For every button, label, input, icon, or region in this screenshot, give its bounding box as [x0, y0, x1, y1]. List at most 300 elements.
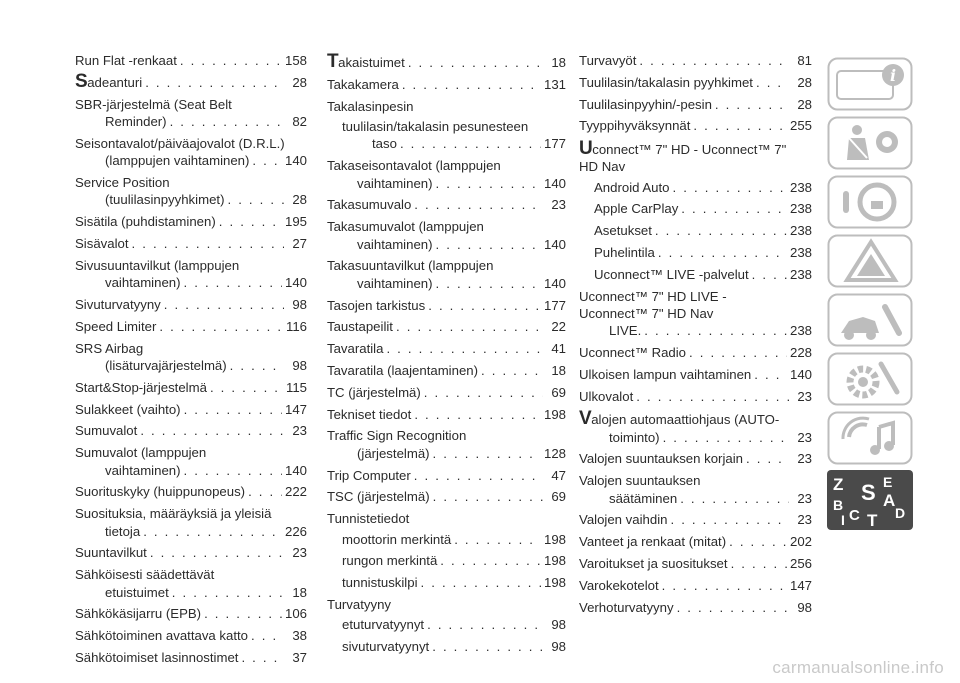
entry-last-line [327, 236, 566, 253]
index-entry [327, 427, 566, 462]
dot-leader [670, 511, 789, 528]
dot-leader [658, 244, 787, 261]
index-entry [75, 444, 307, 479]
entry-last-line [579, 429, 812, 446]
entry-text: etuistuimet [105, 584, 169, 600]
dot-leader [681, 200, 787, 217]
dot-leader [132, 235, 284, 252]
entry-text: Sisävalot [75, 236, 129, 251]
dot-leader [427, 616, 543, 633]
page-number: 28 [797, 74, 812, 90]
entry-line: Takaseisontavalot (lamppujen [327, 158, 501, 174]
entry-text: vaihtaminen) [357, 236, 433, 252]
index-letter-heading [579, 137, 812, 176]
index-entry [327, 362, 566, 379]
svg-text:E: E [883, 474, 893, 490]
dot-leader [400, 135, 541, 152]
entry-line: Sumuvalot (lamppujen [75, 445, 207, 461]
page-number: 228 [789, 345, 812, 361]
dot-leader [170, 113, 284, 130]
page-number: 106 [284, 606, 307, 622]
entry-text: vaihtaminen) [105, 275, 181, 291]
alphabet-index-icon [827, 470, 913, 530]
page-number: 222 [284, 484, 307, 500]
index-entry [75, 544, 307, 561]
index-entry [579, 52, 812, 69]
page-number: 140 [543, 236, 566, 252]
entry-text: Suuntavilkut [75, 545, 147, 561]
index-heading-text: connect™ 7" HD - Uconnect™ 7" [592, 141, 787, 157]
index-entry [75, 135, 307, 170]
dot-leader [680, 490, 789, 507]
page-number: 23 [292, 423, 307, 439]
index-entry [579, 244, 812, 261]
page-number: 27 [292, 236, 307, 251]
dot-leader [219, 213, 282, 230]
section-letter: T [327, 51, 339, 72]
page-number: 23 [797, 451, 812, 467]
index-entry [327, 297, 566, 314]
page-number: 226 [284, 523, 307, 539]
page-number: 256 [789, 556, 812, 571]
index-entry [327, 76, 566, 93]
page-number: 23 [797, 429, 812, 445]
entry-text: Ulkoisen lampun vaihtaminen [579, 367, 752, 382]
entry-text: Sisätila (puhdistaminen) [75, 214, 216, 230]
page-number: 69 [551, 384, 566, 400]
entry-line: Takasumuvalot (lamppujen [327, 219, 484, 235]
page-number: 140 [284, 153, 307, 169]
dot-leader [252, 152, 282, 169]
dot-leader [655, 222, 787, 239]
dot-leader [227, 191, 284, 208]
dot-leader [140, 422, 284, 439]
section-letter: U [579, 137, 593, 159]
index-entry [579, 511, 812, 528]
index-entry [75, 422, 307, 439]
page-number: 41 [551, 341, 566, 357]
page-number: 38 [292, 628, 307, 644]
entry-last-line [75, 191, 307, 208]
dot-leader [481, 362, 543, 379]
index-entry [579, 599, 812, 616]
index-entry [75, 318, 307, 335]
page-number: 147 [789, 577, 812, 593]
index-entry [579, 288, 812, 340]
dot-leader [433, 488, 543, 505]
svg-text:B: B [833, 497, 844, 513]
entry-line: SBR-järjestelmä (Seat Belt [75, 96, 232, 112]
dot-leader [408, 54, 543, 71]
tab-maintenance[interactable] [827, 293, 913, 347]
entry-text: Verhoturvatyyny [579, 599, 674, 615]
page-number: 198 [543, 531, 566, 547]
svg-text:A: A [883, 491, 896, 510]
index-entry [327, 552, 566, 569]
entry-text: Tyyppihyväksynnät [579, 118, 691, 134]
entry-text: Taustapeilit [327, 319, 393, 335]
entry-text: TSC (järjestelmä) [327, 489, 430, 505]
entry-text: säätäminen [609, 490, 678, 506]
entry-text: Ulkovalot [579, 388, 634, 404]
dot-leader [424, 384, 543, 401]
entry-text: (lisäturvajärjestelmä) [105, 358, 227, 373]
index-entry [579, 388, 812, 405]
index-entry [579, 555, 812, 572]
entry-text: taso [372, 136, 397, 152]
page-number: 198 [543, 575, 566, 591]
dot-leader [752, 266, 787, 283]
tab-emergency[interactable] [827, 234, 913, 288]
index-entry [579, 74, 812, 91]
dot-leader [396, 318, 543, 335]
dot-leader [164, 296, 284, 313]
dot-leader [184, 401, 282, 418]
entry-last-line [579, 322, 812, 339]
page-number: 98 [797, 599, 812, 615]
page-number: 238 [789, 201, 812, 217]
svg-text:S: S [861, 480, 876, 505]
index-entry [327, 616, 566, 633]
dot-leader [436, 275, 541, 292]
entry-text: tietoja [105, 523, 141, 539]
gear-wrench-icon [827, 352, 913, 406]
dot-leader [251, 627, 284, 644]
entry-line: Traffic Sign Recognition [327, 428, 467, 444]
page-number: 140 [543, 175, 566, 191]
svg-text:i: i [889, 66, 897, 85]
index-entry [75, 52, 307, 69]
entry-last-line [342, 135, 566, 152]
entry-text: Tuulilasinpyyhin/-pesin [579, 96, 712, 112]
page-number: 18 [292, 584, 307, 600]
dot-leader [248, 483, 282, 500]
index-entry [327, 574, 566, 591]
entry-line: Uconnect™ 7" HD Nav [579, 306, 714, 321]
dot-leader [145, 74, 284, 91]
dot-leader [454, 531, 541, 548]
dot-leader [663, 429, 789, 446]
dot-leader [159, 318, 283, 335]
page-number: 147 [284, 401, 307, 417]
page-number: 28 [292, 192, 307, 208]
page-number: 23 [551, 197, 566, 213]
entry-line: Sähköisesti säädettävät [75, 567, 215, 583]
entry-text: Asetukset [594, 223, 652, 239]
page-number: 98 [551, 617, 566, 633]
dot-leader [673, 179, 787, 196]
page-number: 238 [789, 245, 812, 260]
page-number: 140 [789, 367, 812, 382]
dot-leader [414, 196, 543, 213]
entry-text: Suorituskyky (huippunopeus) [75, 484, 246, 500]
dot-leader [689, 344, 787, 361]
entry-text: Sähkötoimiset lasinnostimet [75, 649, 239, 665]
index-entry [579, 450, 812, 467]
entry-line: Suosituksia, määräyksiä ja yleisiä [75, 506, 272, 522]
entry-text: etuturvatyynyt [342, 617, 425, 633]
dot-leader [731, 555, 787, 572]
entry-text: moottorin merkintä [342, 531, 452, 547]
page-number: 238 [789, 179, 812, 195]
page-number: 198 [543, 406, 566, 422]
entry-last-line [327, 275, 566, 292]
index-entry [579, 96, 812, 113]
page-number: 158 [284, 53, 307, 68]
warning-triangle-icon [827, 234, 913, 288]
entry-text: Turvavyöt [579, 53, 637, 68]
index-entry [75, 627, 307, 644]
index-entry [579, 533, 812, 550]
entry-last-line [75, 113, 307, 130]
wrench-car-icon [827, 293, 913, 347]
entry-last-line [75, 584, 307, 601]
index-entry [75, 505, 307, 540]
dot-leader [172, 584, 284, 601]
index-entry [75, 174, 307, 209]
seatbelt-airbag-icon [827, 116, 913, 170]
page-number: 37 [292, 649, 307, 665]
index-heading-text: HD Nav [579, 159, 626, 175]
index-entry [327, 318, 566, 335]
entry-text: Sivuturvatyyny [75, 297, 161, 312]
entry-last-line [75, 274, 307, 291]
index-entry [327, 218, 566, 253]
music-note-icon [827, 411, 913, 465]
index-entry [75, 605, 307, 622]
entry-text: Sähkökäsijarru (EPB) [75, 606, 202, 622]
entry-text: Uconnect™ LIVE -palvelut [594, 266, 749, 282]
entry-text: alojen automaattiohjaus (AUTO- [591, 412, 780, 428]
tab-index[interactable] [827, 470, 913, 530]
entry-text [75, 70, 143, 92]
section-letter: V [579, 408, 592, 430]
page-number: 28 [292, 74, 307, 90]
section-tab-strip [827, 57, 913, 535]
entry-text: akaistuimet [338, 55, 405, 70]
tab-safety[interactable] [827, 116, 913, 170]
index-entry [75, 213, 307, 230]
index-entry [579, 222, 812, 239]
entry-text: Tavaratila [327, 341, 384, 357]
entry-text: Tavaratila (laajentaminen) [327, 363, 478, 378]
entry-text: Speed Limiter [75, 318, 157, 334]
page-number: 131 [543, 76, 566, 92]
entry-text: vaihtaminen) [357, 275, 433, 291]
entry-line: Takasuuntavilkut (lamppujen [327, 258, 494, 274]
index-entry [75, 235, 307, 252]
dot-leader [693, 117, 787, 134]
index-entry [327, 406, 566, 423]
index-entry [579, 408, 812, 446]
page-number: 98 [292, 297, 307, 312]
index-entry [579, 179, 812, 196]
entry-text: (tuulilasinpyyhkimet) [105, 192, 225, 208]
page-number: 69 [551, 489, 566, 505]
car-info-icon [827, 57, 913, 111]
index-heading: Tunnistetiedot [327, 511, 410, 527]
entry-text: adeanturi [87, 74, 143, 90]
entry-text: Varoitukset ja suositukset [579, 556, 728, 571]
entry-line: Uconnect™ 7" HD LIVE - [579, 288, 727, 304]
page-number: 98 [551, 639, 566, 655]
svg-text:D: D [895, 505, 906, 521]
index-heading: Takalasinpesin [327, 98, 414, 114]
entry-text: Tekniset tiedot [327, 406, 412, 422]
dot-leader [746, 450, 789, 467]
index-entry [75, 379, 307, 396]
dot-leader [636, 388, 789, 405]
page-number: 140 [284, 462, 307, 478]
index-entry [75, 483, 307, 500]
index-entry [327, 531, 566, 548]
svg-text:T: T [867, 511, 878, 530]
entry-line: Seisontavalot/päiväajovalot (D.R.L.) [75, 135, 285, 151]
entry-line [579, 408, 812, 430]
entry-text: Sumuvalot [75, 423, 138, 439]
index-entry [75, 296, 307, 313]
index-entry [579, 344, 812, 361]
entry-text: Puhelintila [594, 245, 655, 260]
dot-leader [729, 533, 787, 550]
entry-last-line [75, 152, 307, 169]
dot-leader [402, 76, 541, 93]
index-entry [327, 51, 566, 72]
dot-leader [184, 274, 282, 291]
entry-text: Tasojen tarkistus [327, 297, 426, 313]
entry-text: Valojen vaihdin [579, 512, 668, 528]
entry-last-line [579, 490, 812, 507]
index-column-1 [75, 52, 307, 671]
entry-text: Uconnect™ Radio [579, 345, 687, 361]
page-number: 23 [797, 388, 812, 404]
index-entry [327, 467, 566, 484]
dot-leader [386, 340, 543, 357]
page-number: 238 [789, 223, 812, 239]
page-number: 81 [797, 53, 812, 68]
entry-last-line [75, 523, 307, 540]
page-number: 255 [789, 118, 812, 134]
svg-text:I: I [841, 512, 845, 528]
index-column-3 [579, 52, 812, 620]
index-entry [327, 196, 566, 213]
dot-leader [436, 175, 541, 192]
page-number: 23 [797, 512, 812, 528]
tab-dashboard-info[interactable] [827, 57, 913, 111]
entry-text: Tuulilasin/takalasin pyyhkimet [579, 74, 753, 90]
dot-leader [715, 96, 789, 113]
tab-multimedia[interactable] [827, 411, 913, 465]
dot-leader [756, 74, 789, 91]
index-heading: Turvatyyny [327, 596, 391, 612]
svg-text:C: C [849, 507, 860, 524]
index-entry [579, 577, 812, 594]
entry-text: Vanteet ja renkaat (mitat) [579, 534, 727, 550]
entry-line: Service Position [75, 175, 170, 190]
entry-text: Sähkötoiminen avattava katto [75, 628, 249, 644]
page-number: 28 [797, 96, 812, 112]
entry-line: SRS Airbag [75, 340, 144, 356]
page-number: 238 [789, 266, 812, 282]
index-entry [75, 257, 307, 292]
page-number: 23 [797, 490, 812, 506]
entry-text: vaihtaminen) [105, 462, 181, 478]
page-number: 195 [284, 214, 307, 230]
entry-line: Sivusuuntavilkut (lamppujen [75, 257, 240, 273]
entry-text: (järjestelmä) [357, 445, 430, 461]
index-entry [579, 200, 812, 217]
dot-leader [754, 366, 787, 383]
index-entry [579, 117, 812, 134]
dot-leader [180, 52, 282, 69]
entry-text: TC (järjestelmä) [327, 384, 421, 400]
section-letter: S [75, 70, 88, 92]
dot-leader [184, 462, 282, 479]
entry-text: Apple CarPlay [594, 201, 679, 217]
tab-technical-data[interactable] [827, 352, 913, 406]
dot-leader [143, 523, 282, 540]
dot-leader [662, 577, 787, 594]
entry-last-line [75, 462, 307, 479]
page-number: 238 [789, 323, 812, 339]
dot-leader [204, 605, 282, 622]
dot-leader [433, 445, 541, 462]
dot-leader [230, 357, 284, 374]
index-entry [75, 70, 307, 92]
page-number: 47 [551, 467, 566, 483]
dot-leader [210, 379, 283, 396]
entry-text: Run Flat -renkaat [75, 53, 177, 68]
page-number: 23 [292, 545, 307, 561]
entry-text: Takasumuvalo [327, 197, 412, 213]
dot-leader [639, 52, 789, 69]
index-column-2 [327, 52, 566, 660]
page-number: 98 [292, 358, 307, 373]
entry-text: Reminder) [105, 114, 167, 129]
index-entry [327, 340, 566, 357]
entry-text: Varokekotelot [579, 577, 659, 593]
page-number: 116 [285, 318, 307, 334]
entry-text: Valojen suuntauksen korjain [579, 451, 743, 467]
index-entry [75, 96, 307, 131]
dot-leader [644, 322, 787, 339]
tab-starting-driving[interactable] [827, 175, 913, 229]
entry-text: Takakamera [327, 76, 399, 92]
entry-last-line [75, 357, 307, 374]
index-entry [327, 257, 566, 292]
svg-text:Z: Z [833, 475, 844, 494]
page-number: 128 [543, 445, 566, 461]
watermark: carmanualsonline.info [772, 658, 944, 677]
index-entry [327, 157, 566, 192]
dot-leader [440, 552, 541, 569]
page-number: 140 [543, 275, 566, 291]
entry-text: Start&Stop-järjestelmä [75, 379, 207, 395]
entry-text: Sulakkeet (vaihto) [75, 401, 181, 417]
dot-leader [414, 406, 541, 423]
entry-text: tunnistuskilpi [342, 575, 418, 591]
dot-leader [150, 544, 284, 561]
entry-line: tuulilasin/takalasin pesunesteen [342, 119, 529, 134]
index-entry [327, 118, 566, 153]
entry-text: LIVE. [609, 323, 642, 339]
page-number: 177 [543, 297, 566, 313]
entry-text: Android Auto [594, 179, 670, 195]
dot-leader [428, 297, 541, 314]
index-entry [327, 384, 566, 401]
entry-line: Valojen suuntauksen [579, 473, 701, 489]
entry-text: Trip Computer [327, 467, 411, 483]
